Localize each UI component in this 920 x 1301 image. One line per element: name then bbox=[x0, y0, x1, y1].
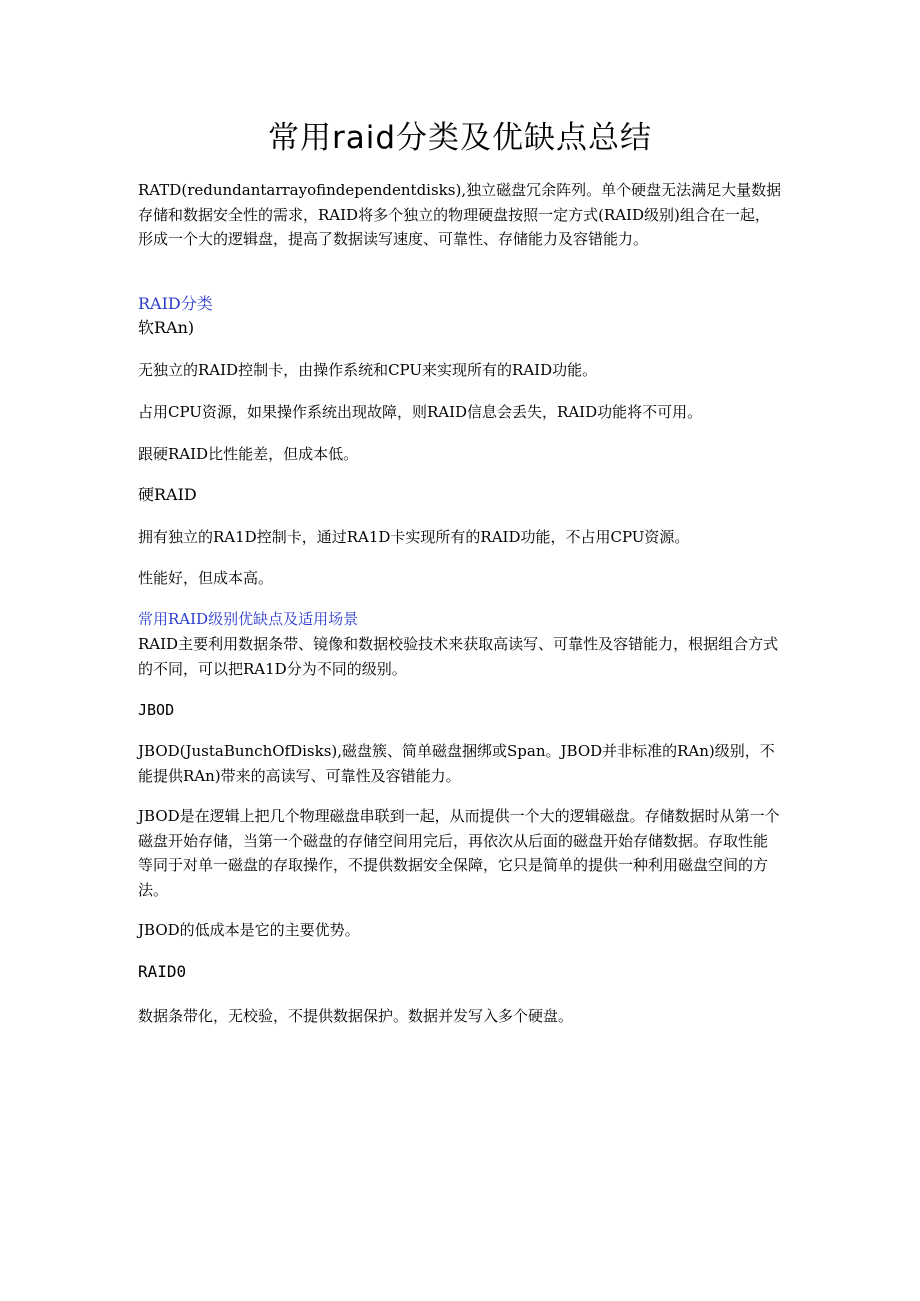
raid0-paragraph-1: 数据条带化，无校验，不提供数据保护。数据并发写入多个硬盘。 bbox=[138, 1007, 574, 1025]
jbod-paragraph-3: JBOD的低成本是它的主要优势。 bbox=[138, 921, 360, 939]
hard-raid-paragraph-1: 拥有独立的RA1D控制卡，通过RA1D卡实现所有的RAID功能，不占用CPU资源。 bbox=[138, 528, 690, 546]
soft-raid-paragraph-1: 无独立的RAID控制卡，由操作系统和CPU来实现所有的RAID功能。 bbox=[138, 361, 598, 379]
raid0-heading: RAID0 bbox=[138, 962, 187, 981]
hard-raid-paragraph-2: 性能好，但成本高。 bbox=[138, 569, 274, 587]
soft-raid-heading: 软RAn) bbox=[138, 318, 195, 337]
soft-raid-paragraph-2: 占用CPU资源，如果操作系统出现故障，则RAID信息会丢失，RAID功能将不可用。 bbox=[138, 403, 703, 421]
jbod-heading: JBOD bbox=[138, 701, 175, 719]
jbod-paragraph-1: JBOD(JustaBunchOfDisks),磁盘簇、简单磁盘捆绑或Span。JBOD并非标准的RAn)级别，不能提供RAn)带来的高读写、可靠性及容错能力。 bbox=[138, 742, 775, 785]
intro-paragraph: RATD(redundantarrayofindependentdisks),独立磁盘冗余阵列。单个硬盘无法满足大量数据存储和数据安全性的需求，RAID将多个独立的物理硬盘按照一定方式(RAID级别)组合在一起，形成一个大的逻辑盘，提高了数据读写速度、可靠性、存储能力及容错能力。 bbox=[138, 181, 782, 248]
soft-raid-paragraph-3: 跟硬RAID比性能差，但成本低。 bbox=[138, 445, 359, 463]
section-heading-raid-levels: 常用RAID级别优缺点及适用场景 bbox=[138, 610, 359, 628]
hard-raid-heading: 硬RAID bbox=[138, 485, 197, 504]
jbod-paragraph-2: JBOD是在逻辑上把几个物理磁盘串联到一起，从而提供一个大的逻辑磁盘。存储数据时从第一个磁盘开始存储，当第一个磁盘的存储空间用完后，再依次从后面的磁盘开始存储数据。存取性能等同于对单一磁盘的存取操作，不提供数据安全保障，它只是简单的提供一种利用磁盘空间的方法。 bbox=[138, 807, 780, 899]
section-heading-raid-class: RAID分类 bbox=[138, 294, 213, 313]
document-title: 常用raid分类及优缺点总结 bbox=[267, 120, 653, 156]
raid-levels-intro: RAID主要利用数据条带、镜像和数据校验技术来获取高读写、可靠性及容错能力，根据组合方式的不同，可以把RA1D分为不同的级别。 bbox=[138, 635, 779, 678]
